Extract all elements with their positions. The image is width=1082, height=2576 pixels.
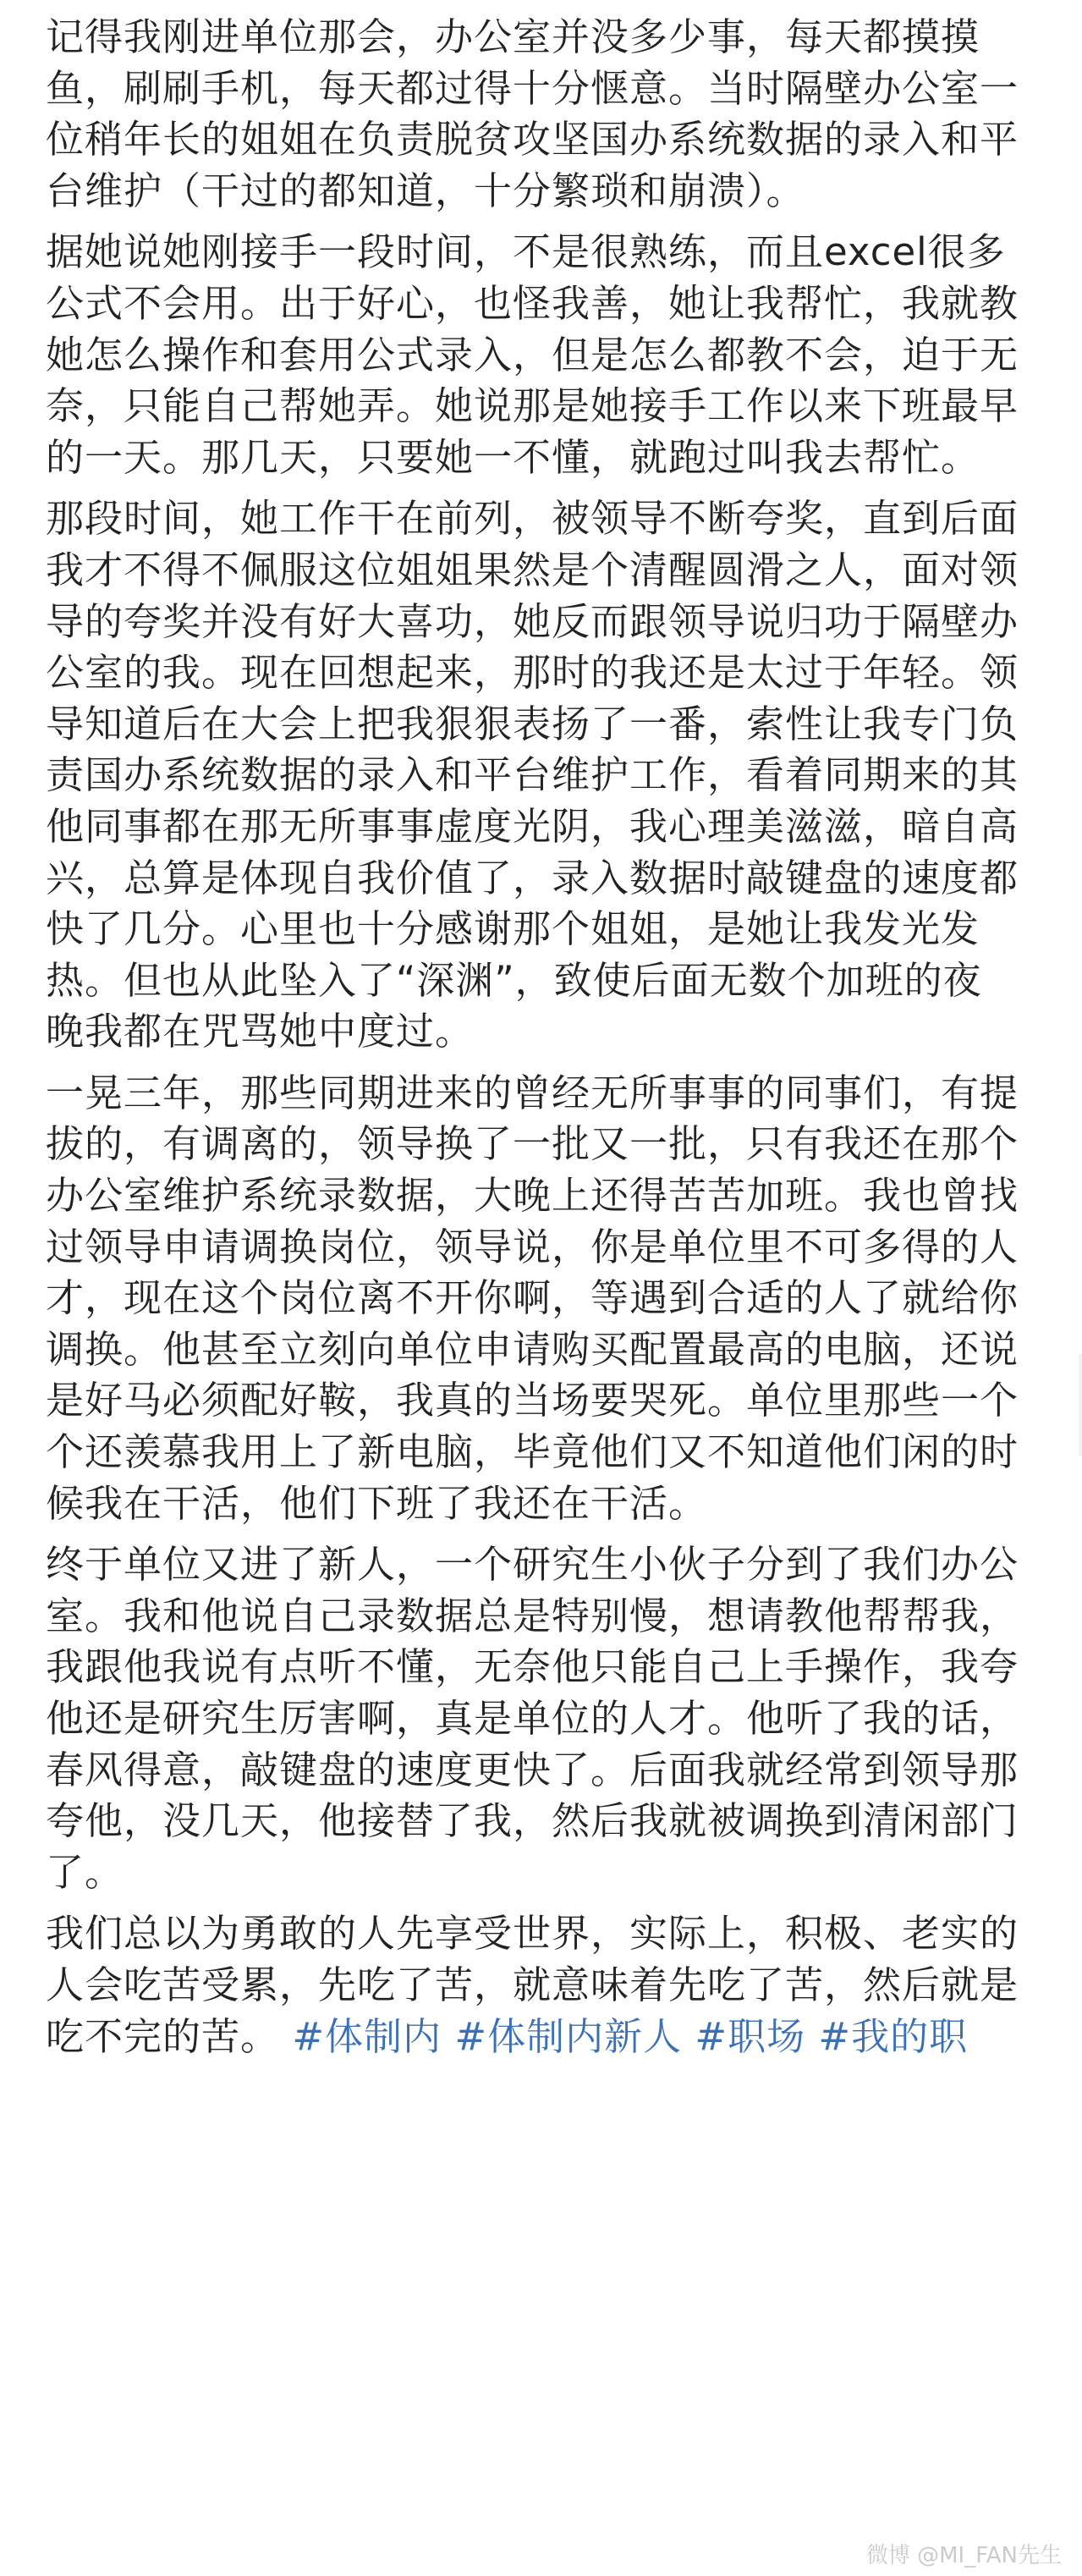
text-line: 候我在干活，他们下班了我还在干活。 [46, 1480, 708, 1526]
hashtag-link[interactable]: #体制内 [292, 2013, 442, 2059]
text-line: 热。但也从此坠入了“深渊”，致使后面无数个加班的夜 [46, 957, 982, 1003]
text-line: 据她说她刚接手一段时间，不是很熟练，而且excel很多 [46, 229, 1006, 275]
text-line: 我才不得不佩服这位姐姐果然是个清醒圆滑之人，面对领 [46, 547, 1019, 592]
text-line: 她怎么操作和套用公式录入，但是怎么都教不会，迫于无 [46, 332, 1019, 377]
paragraph [46, 227, 1052, 483]
text-line: 公式不会用。出于好心，也怪我善，她让我帮忙，我就教 [46, 280, 1019, 326]
hashtag-link[interactable]: #体制内新人 [454, 2013, 683, 2059]
text-line: 吃不完的苦。 [46, 2013, 280, 2059]
text-line: 是好马必须配好鞍，我真的当场要哭死。单位里那些一个 [46, 1378, 1019, 1423]
text-line: 拔的，有调离的，领导换了一批又一批，只有我还在那个 [46, 1121, 1019, 1167]
paragraph [46, 1908, 1052, 2062]
text-line: 调换。他甚至立刻向单位申请购买配置最高的电脑，还说 [46, 1326, 1019, 1372]
paragraph [46, 12, 1052, 217]
text-line: 一晃三年，那些同期进来的曾经无所事事的同事们，有提 [46, 1070, 1019, 1115]
text-line: 办公室维护系统录数据，大晚上还得苦苦加班。我也曾找 [46, 1173, 1019, 1219]
text-line: 过领导申请调换岗位，领导说，你是单位里不可多得的人 [46, 1224, 1019, 1269]
text-line: 终于单位又进了新人，一个研究生小伙子分到了我们办公 [46, 1542, 1019, 1588]
hashtag-link[interactable]: #我的职 [818, 2013, 969, 2059]
hashtag-link[interactable]: #职场 [695, 2013, 806, 2059]
paragraph [46, 1539, 1052, 1898]
text-line: 奈，只能自己帮她弄。她说那是她接手工作以来下班最早 [46, 383, 1019, 429]
text-line: 我们总以为勇敢的人先享受世界，实际上，积极、老实的 [46, 1911, 1019, 1957]
text-line-with-hashtags [46, 2012, 1052, 2063]
text-line: 晚我都在咒骂她中度过。 [46, 1009, 475, 1054]
text-line: 导知道后在大会上把我狠狠表扬了一番，索性让我专门负 [46, 701, 1019, 746]
paragraph [46, 493, 1052, 1058]
paragraph [46, 1068, 1052, 1529]
text-line: 了。 [46, 1849, 124, 1895]
text-line: 兴，总算是体现自我价值了，录入数据时敲键盘的速度都 [46, 855, 1019, 900]
text-line: 我跟他我说有点听不懂，无奈他只能自己上手操作，我夸 [46, 1644, 1019, 1690]
text-line: 导的夸奖并没有好大喜功，她反而跟领导说归功于隔壁办 [46, 598, 1019, 644]
text-line: 春风得意，敲键盘的速度更快了。后面我就经常到领导那 [46, 1747, 1019, 1792]
text-line: 责国办系统数据的录入和平台维护工作，看着同期来的其 [46, 752, 1019, 798]
scrollbar[interactable] [1079, 1354, 1082, 1456]
text-line: 他同事都在那无所事事虚度光阴，我心理美滋滋，暗自高 [46, 803, 1019, 849]
text-line: 位稍年长的姐姐在负责脱贫攻坚国办系统数据的录入和平 [46, 117, 1019, 162]
text-line: 快了几分。心里也十分感谢那个姐姐，是她让我发光发 [46, 906, 980, 952]
text-line: 夸他，没几天，他接替了我，然后我就被调换到清闲部门 [46, 1798, 1019, 1844]
text-line: 记得我刚进单位那会，办公室并没多少事，每天都摸摸 [46, 14, 980, 59]
text-line: 人会吃苦受累，先吃了苦，就意味着先吃了苦，然后就是 [46, 1962, 1019, 2007]
text-line: 他还是研究生厉害啊，真是单位的人才。他听了我的话， [46, 1696, 1019, 1741]
text-line: 那段时间，她工作干在前列，被领导不断夸奖，直到后面 [46, 496, 1019, 542]
text-line: 公室的我。现在回想起来，那时的我还是太过于年轻。领 [46, 650, 1019, 696]
text-line: 鱼，刷刷手机，每天都过得十分惬意。当时隔壁办公室一 [46, 65, 1019, 111]
text-line: 台维护（干过的都知道，十分繁琐和崩溃）。 [46, 168, 805, 213]
text-line: 室。我和他说自己录数据总是特别慢，想请教他帮帮我， [46, 1593, 1019, 1638]
text-line: 才，现在这个岗位离不开你啊，等遇到合适的人了就给你 [46, 1275, 1019, 1321]
post-body [46, 12, 1052, 2072]
text-line: 个还羡慕我用上了新电脑，毕竟他们又不知道他们闲的时 [46, 1429, 1019, 1475]
watermark-text: 微博 @MI_FAN先生 [865, 2543, 1062, 2568]
text-line: 的一天。那几天，只要她一不懂，就跑过叫我去帮忙。 [46, 434, 980, 480]
